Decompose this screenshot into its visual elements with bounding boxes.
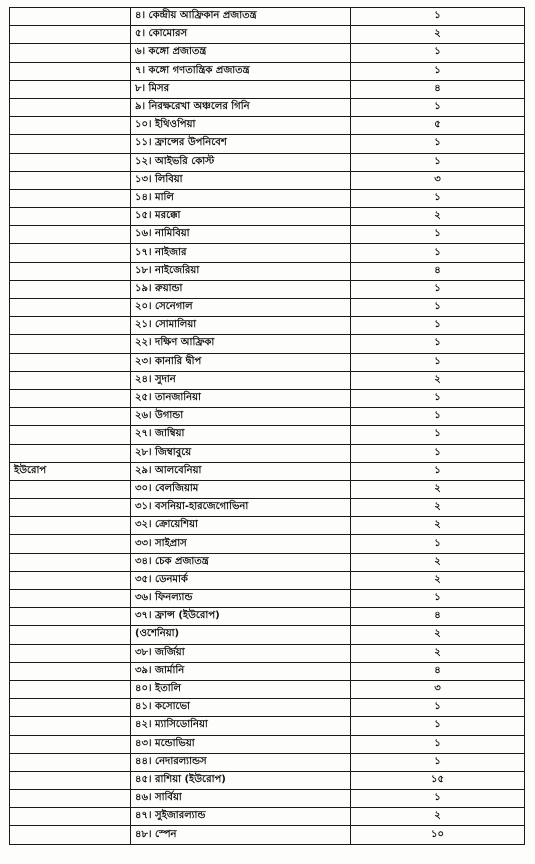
table-row [10,680,525,698]
country-cell: ২১। সোমালিয়া [131,317,351,335]
table-row [10,80,525,98]
region-cell [10,426,131,444]
count-cell: ৪ [351,662,525,680]
country-cell: ১২। আইভরি কোস্ট [131,153,351,171]
country-cell: ১৭। নাইজার [131,244,351,262]
table-row [10,590,525,608]
country-cell: ৩১। বসনিয়া-হারজেগোভিনা [131,499,351,517]
country-cell: ২৫। তানজানিয়া [131,389,351,407]
count-cell: ২ [351,553,525,571]
table-row [10,171,525,189]
count-cell: ১ [351,135,525,153]
count-cell: ১ [351,426,525,444]
table-row [10,808,525,826]
region-cell [10,590,131,608]
country-cell: ৪৪। নেদারল্যান্ডস [131,753,351,771]
region-cell [10,26,131,44]
region-cell [10,444,131,462]
region-cell [10,553,131,571]
country-cell: ৩০। বেলজিয়াম [131,480,351,498]
country-cell: ২৩। কানারি দ্বীপ [131,353,351,371]
country-cell: ৪০। ইতালি [131,680,351,698]
country-cell: ১৬। নামিবিয়া [131,226,351,244]
country-table [9,7,525,845]
count-cell: ১ [351,353,525,371]
country-cell: ৩৭। ফ্রান্স (ইউরোপ) [131,608,351,626]
region-cell [10,808,131,826]
region-cell [10,244,131,262]
region-cell [10,571,131,589]
region-cell [10,680,131,698]
region-cell [10,826,131,844]
count-cell: ১ [351,389,525,407]
table-row [10,280,525,298]
table-row [10,262,525,280]
region-cell: ইউরোপ [10,462,131,480]
count-cell: ৩ [351,680,525,698]
table-row [10,335,525,353]
country-cell: ৩৪। চেক প্রজাতন্ত্র [131,553,351,571]
country-cell: ১৯। রুয়ান্ডা [131,280,351,298]
table-row [10,462,525,480]
count-cell: ১ [351,535,525,553]
region-cell [10,535,131,553]
country-cell: (ওশেনিয়া) [131,626,351,644]
region-cell [10,371,131,389]
table-row [10,717,525,735]
table-row [10,499,525,517]
country-cell: ৪৫। রাশিয়া (ইউরোপ) [131,771,351,789]
count-cell: ১ [351,590,525,608]
region-cell [10,226,131,244]
country-cell: ৭। কঙ্গো গণতান্ত্রিক প্রজাতন্ত্র [131,62,351,80]
table-row [10,317,525,335]
table-row [10,62,525,80]
table-row [10,480,525,498]
country-cell: ৬। কঙ্গো প্রজাতন্ত্র [131,44,351,62]
country-cell: ২৭। জাম্বিয়া [131,426,351,444]
count-cell: ১ [351,335,525,353]
region-cell [10,408,131,426]
region-cell [10,790,131,808]
table-row [10,753,525,771]
country-cell: ৩৩। সাইপ্রাস [131,535,351,553]
table-row [10,98,525,116]
country-cell: ১৫। মরক্কো [131,208,351,226]
country-table-body [10,8,525,845]
table-row [10,299,525,317]
table-row [10,117,525,135]
table-row [10,135,525,153]
country-cell: ৪৭। সুইজারল্যান্ড [131,808,351,826]
region-cell [10,480,131,498]
region-cell [10,171,131,189]
count-cell: ১ [351,699,525,717]
count-cell: ১ [351,244,525,262]
region-cell [10,626,131,644]
country-cell: ৩৯। জার্মানি [131,662,351,680]
country-cell: ৫। কোমোরস [131,26,351,44]
table-row [10,226,525,244]
region-cell [10,499,131,517]
count-cell: ১ [351,299,525,317]
table-row [10,444,525,462]
country-cell: ৪৬। সার্বিয়া [131,790,351,808]
country-cell: ৩৬। ফিনল্যান্ড [131,590,351,608]
region-cell [10,644,131,662]
region-cell [10,62,131,80]
count-cell: ২ [351,517,525,535]
country-cell: ১৪। মালি [131,189,351,207]
count-cell: ২ [351,644,525,662]
count-cell: ২ [351,808,525,826]
count-cell: ১ [351,462,525,480]
region-cell [10,753,131,771]
region-cell [10,262,131,280]
table-row [10,699,525,717]
count-cell: ১৫ [351,771,525,789]
country-cell: ৪১। কসোভো [131,699,351,717]
table-row [10,371,525,389]
region-cell [10,208,131,226]
table-row [10,662,525,680]
table-row [10,517,525,535]
region-cell [10,517,131,535]
region-cell [10,98,131,116]
country-cell: ৪৮। স্পেন [131,826,351,844]
region-cell [10,699,131,717]
country-cell: ৯। নিরক্ষরেখা অঞ্চলের গিনি [131,98,351,116]
region-cell [10,735,131,753]
country-cell: ৩২। ক্রোয়েশিয়া [131,517,351,535]
country-cell: ২৬। উগান্ডা [131,408,351,426]
country-cell: ১৮। নাইজেরিয়া [131,262,351,280]
region-cell [10,608,131,626]
count-cell: ৫ [351,117,525,135]
count-cell: ১ [351,280,525,298]
country-cell: ১৩। লিবিয়া [131,171,351,189]
table-row [10,535,525,553]
table-row [10,44,525,62]
region-cell [10,189,131,207]
table-row [10,735,525,753]
region-cell [10,717,131,735]
region-cell [10,353,131,371]
count-cell: ১ [351,717,525,735]
country-cell: ১০। ইথিওপিয়া [131,117,351,135]
table-row [10,571,525,589]
country-cell: ২৯। আলবেনিয়া [131,462,351,480]
table-row [10,553,525,571]
country-cell: ৩৮। জর্জিয়া [131,644,351,662]
region-cell [10,771,131,789]
count-cell: ১ [351,98,525,116]
count-cell: ১ [351,753,525,771]
table-row [10,626,525,644]
table-row [10,189,525,207]
count-cell: ১ [351,8,525,26]
count-cell: ১০ [351,826,525,844]
table-row [10,8,525,26]
table-row [10,826,525,844]
count-cell: ৪ [351,608,525,626]
region-cell [10,117,131,135]
region-cell [10,153,131,171]
count-cell: ১ [351,62,525,80]
count-cell: ২ [351,26,525,44]
region-cell [10,317,131,335]
count-cell: ১ [351,317,525,335]
region-cell [10,135,131,153]
count-cell: ১ [351,189,525,207]
table-row [10,208,525,226]
table-row [10,353,525,371]
country-cell: ৩৫। ডেনমার্ক [131,571,351,589]
region-cell [10,80,131,98]
region-cell [10,335,131,353]
count-cell: ৩ [351,171,525,189]
country-cell: ৪। কেন্দ্রীয় আফ্রিকান প্রজাতন্ত্র [131,8,351,26]
country-cell: ২২। দক্ষিণ আফ্রিকা [131,335,351,353]
country-cell: ৮। মিসর [131,80,351,98]
count-cell: ২ [351,371,525,389]
table-row [10,153,525,171]
country-cell: ২০। সেনেগাল [131,299,351,317]
region-cell [10,8,131,26]
count-cell: ১ [351,408,525,426]
country-cell: ২৮। জিম্বাবুয়ে [131,444,351,462]
count-cell: ১ [351,790,525,808]
region-cell [10,662,131,680]
table-row [10,644,525,662]
table-row [10,790,525,808]
count-cell: ২ [351,208,525,226]
table-row [10,389,525,407]
table-row [10,408,525,426]
count-cell: ১ [351,44,525,62]
table-row [10,244,525,262]
region-cell [10,299,131,317]
region-cell [10,280,131,298]
count-cell: ২ [351,626,525,644]
count-cell: ২ [351,499,525,517]
count-cell: ২ [351,480,525,498]
table-row [10,608,525,626]
country-cell: ৪২। ম্যাসিডোনিয়া [131,717,351,735]
country-cell: ৪৩। মন্ডোভিয়া [131,735,351,753]
count-cell: ১ [351,226,525,244]
count-cell: ৪ [351,80,525,98]
count-cell: ১ [351,444,525,462]
region-cell [10,44,131,62]
table-row [10,26,525,44]
count-cell: ৪ [351,262,525,280]
count-cell: ২ [351,571,525,589]
count-cell: ১ [351,153,525,171]
region-cell [10,389,131,407]
country-cell: ১১। ফ্রান্সের উপনিবেশ [131,135,351,153]
table-row [10,771,525,789]
country-cell: ২৪। সুদান [131,371,351,389]
count-cell: ১ [351,735,525,753]
table-row [10,426,525,444]
